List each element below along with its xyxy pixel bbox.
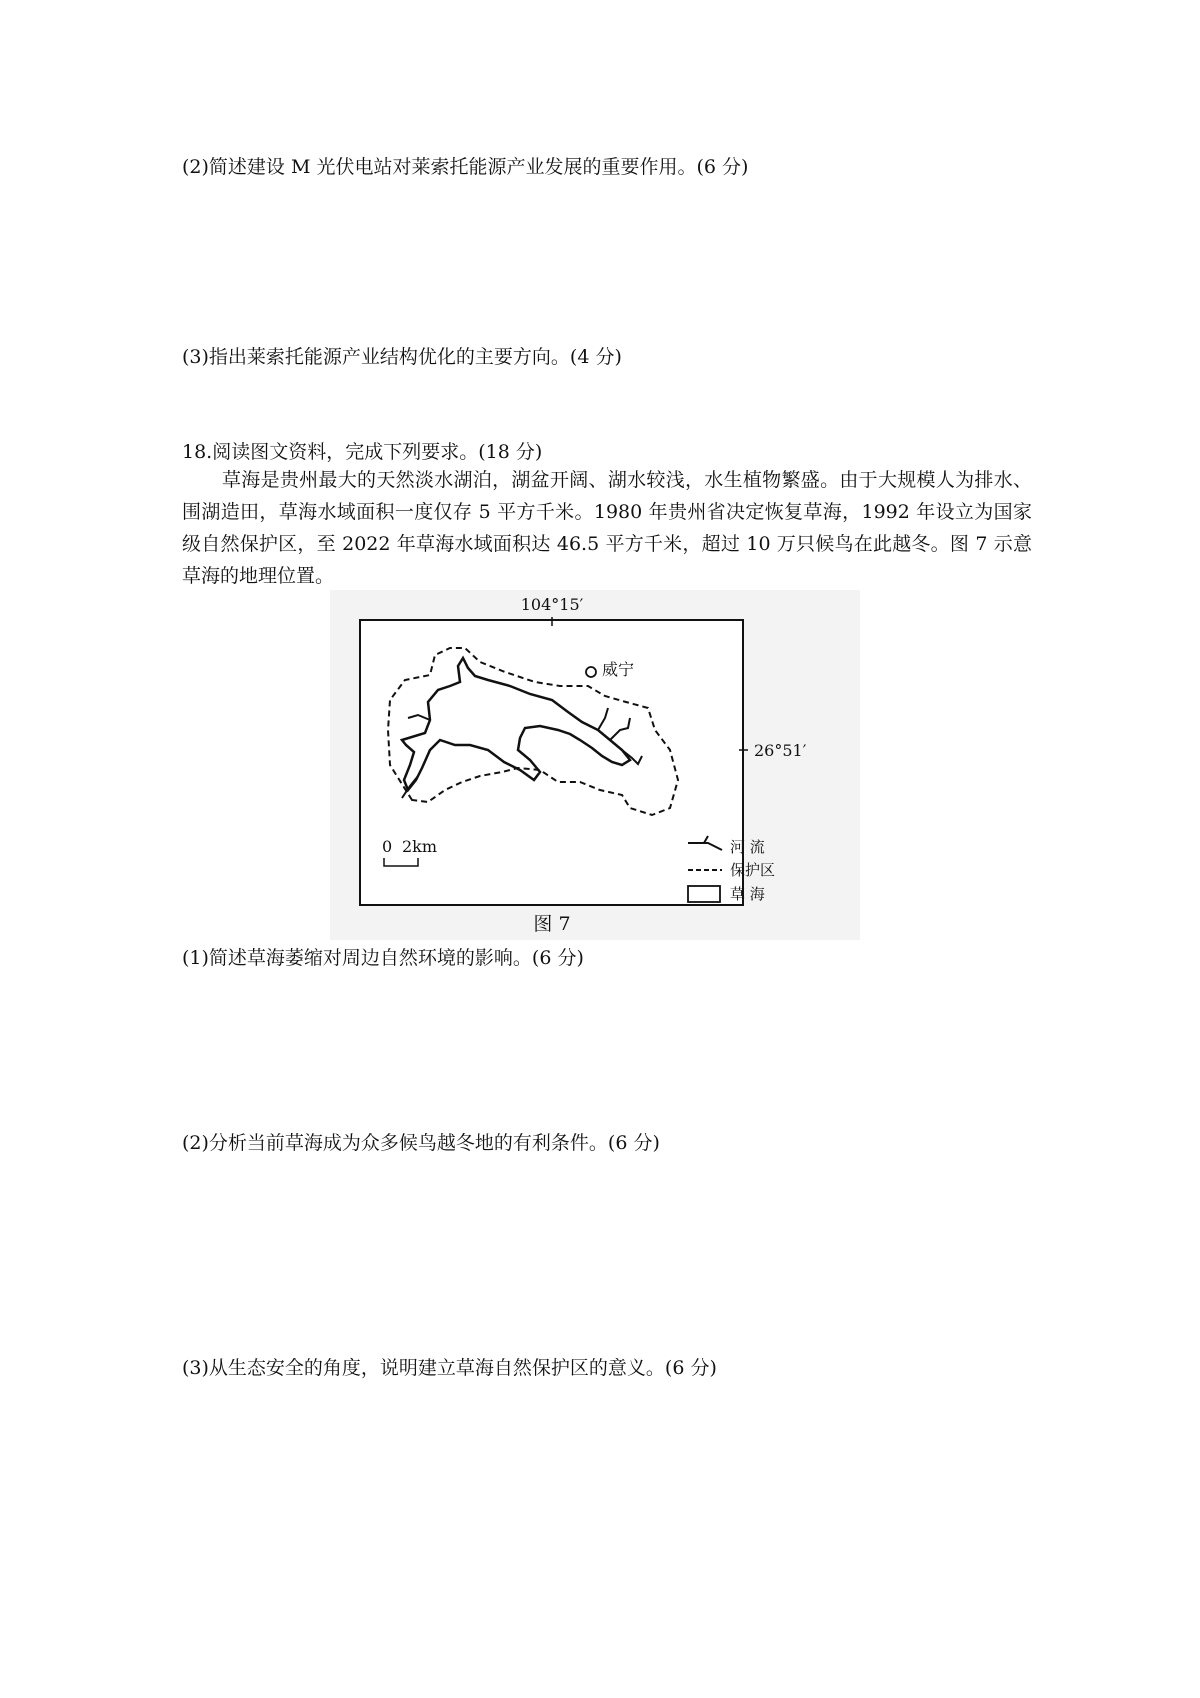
q18-sub2: (2)分析当前草海成为众多候鸟越冬地的有利条件。(6 分) xyxy=(182,1132,660,1154)
scale-distance-label: 2km xyxy=(402,837,438,856)
legend-lake-label: 草 海 xyxy=(730,885,765,903)
q18-heading: 18.阅读图文资料，完成下列要求。(18 分) xyxy=(182,441,543,463)
scale-zero-label: 0 xyxy=(382,837,393,856)
legend-reserve-label: 保护区 xyxy=(730,861,776,879)
legend-river-label: 河 流 xyxy=(730,838,765,856)
legend-lake-symbol xyxy=(688,886,720,902)
q18-sub3: (3)从生态安全的角度，说明建立草海自然保护区的意义。(6 分) xyxy=(182,1357,717,1379)
city-label: 威宁 xyxy=(602,660,635,679)
figure-7-map xyxy=(330,590,860,940)
q18-sub1: (1)简述草海萎缩对周边自然环境的影响。(6 分) xyxy=(182,947,584,969)
figure-caption: 图 7 xyxy=(533,913,571,935)
city-marker xyxy=(586,667,596,677)
latitude-label: 26°51′ xyxy=(754,741,807,760)
question-2-text: (2)简述建设 M 光伏电站对莱索托能源产业发展的重要作用。(6 分) xyxy=(182,156,749,178)
q18-material-paragraph: 草海是贵州最大的天然淡水湖泊，湖盆开阔、湖水较浅，水生植物繁盛。由于大规模人为排水、围湖造田，草海水域面积一度仅存 5 平方千米。1980 年贵州省决定恢复草海，1992 年设立为国家级自然保护区，至 2022 年草海水域面积达 46.5 平方千米，超过 10 万只候鸟在此越冬。图 7 示意草海的地理位置。 xyxy=(182,469,1032,587)
question-3-text: (3)指出莱索托能源产业结构优化的主要方向。(4 分) xyxy=(182,346,622,368)
longitude-label: 104°15′ xyxy=(520,595,584,614)
